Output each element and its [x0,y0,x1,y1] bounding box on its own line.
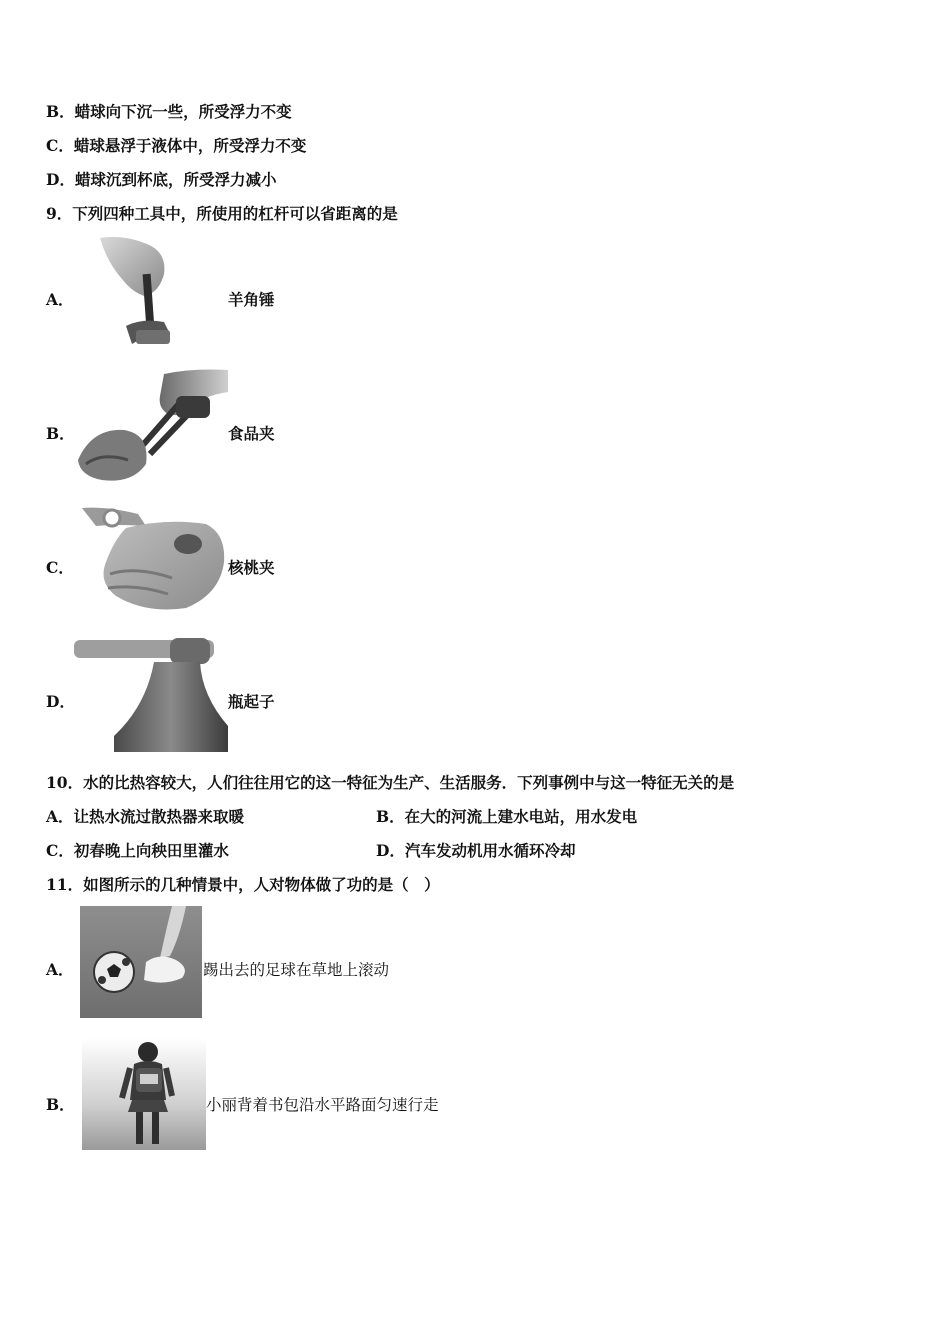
q11-option-b-caption: 小丽背着书包沿水平路面匀速行走 [206,1096,439,1114]
q11-option-b-label[interactable]: B． [46,1095,75,1114]
q10-option-c[interactable] [46,841,229,861]
q8-option-c[interactable] [46,136,306,156]
q11-option-a-caption: 踢出去的足球在草地上滚动 [203,961,390,979]
q10-option-b-label: B． [376,807,405,826]
q9-option-b-label[interactable]: B． [46,424,75,443]
q10-option-d[interactable] [376,841,575,861]
q9-option-c-label[interactable]: C． [46,558,74,577]
food-tongs-icon [72,368,228,484]
q9-option-c-caption: 核桃夹 [228,558,275,577]
q11-stem: 11．如图所示的几种情景中，人对物体做了功的是（ ） [46,875,440,894]
q9-option-d-label[interactable]: D． [46,692,75,711]
q8-option-b[interactable] [46,102,292,122]
q10-option-d-label: D． [376,841,405,860]
walking-with-backpack-icon [82,1038,206,1150]
q10-option-d-text: 汽车发动机用水循环冷却 [404,841,576,860]
q10-option-b[interactable] [376,807,637,827]
q10-option-c-text: 初春晚上向秧田里灌水 [73,841,229,860]
q10-stem: 10．水的比热容较大，人们往往用它的这一特征为生产、生活服务．下列事例中与这一特征无关的是 [46,773,735,792]
q9-option-a-label[interactable]: A． [46,290,74,309]
q8-option-d-label: D． [46,170,75,189]
q8-option-c-text: 蜡球悬浮于液体中，所受浮力不变 [73,136,307,155]
bottle-opener-icon [74,636,228,752]
q9-option-d-caption: 瓶起子 [228,692,275,711]
q9-stem: 9．下列四种工具中，所使用的杠杆可以省距离的是 [46,204,398,223]
q8-option-d-text: 蜡球沉到杯底，所受浮力减小 [74,170,277,189]
q8-option-d[interactable] [46,170,276,190]
q9-option-b-caption: 食品夹 [228,424,275,443]
claw-hammer-icon [92,234,192,352]
q11-option-a-label[interactable]: A． [46,960,74,979]
q8-option-b-text: 蜡球向下沉一些，所受浮力不变 [74,102,292,121]
kicked-soccer-ball-icon [80,906,202,1018]
q10-option-c-label: C． [46,841,74,860]
q8-option-c-label: C． [46,136,74,155]
q8-option-b-label: B． [46,102,75,121]
q10-option-a[interactable] [46,807,244,827]
q9-option-a-caption: 羊角锤 [228,290,275,309]
q10-option-a-label: A． [46,807,74,826]
q10-option-b-text: 在大的河流上建水电站，用水发电 [404,807,638,826]
nutcracker-icon [76,504,228,614]
q10-option-a-text: 让热水流过散热器来取暖 [73,807,245,826]
